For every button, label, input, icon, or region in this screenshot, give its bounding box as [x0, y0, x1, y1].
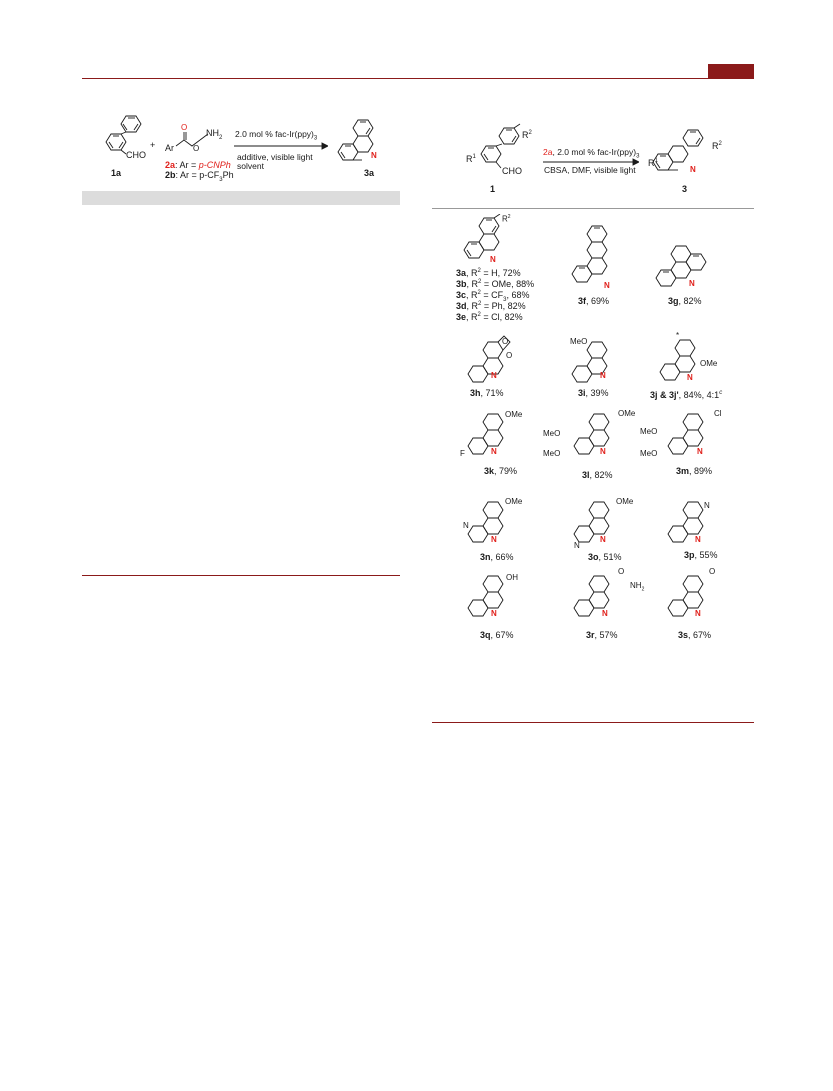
scheme1-cond-top: 2.0 mol % fac-$Ir(ppy)_3$: [235, 129, 318, 142]
structure-3p-n1: N: [704, 501, 710, 510]
scheme1-product-3a: [332, 116, 402, 168]
scheme1-ar: Ar: [165, 143, 174, 153]
label-3f: 3f, 69%: [578, 296, 610, 306]
label-3r: 3r, 57%: [586, 630, 618, 640]
label-3c: 3c, $R^2 = CF_3$, 68%: [456, 290, 530, 303]
scheme1-plus: +: [150, 140, 156, 150]
structure-3a-r2: $R^2$: [502, 214, 511, 224]
structure-3a: [458, 214, 538, 266]
structure-3h-n: N: [491, 371, 497, 380]
scheme2-product-3: [648, 124, 728, 186]
structure-3h-o2: O: [506, 351, 513, 360]
structure-3o-n1: N: [574, 541, 580, 550]
scheme2-r1: $R^1$: [466, 154, 476, 164]
structure-3k-n: N: [491, 447, 497, 456]
scheme2-product-n: N: [690, 165, 696, 174]
scheme2-product-label: 3: [682, 184, 688, 194]
scheme2-r2: $R^2$: [522, 130, 532, 140]
structure-3l-meo2: MeO: [543, 449, 561, 458]
structure-3m-meo1: MeO: [640, 427, 658, 436]
scheme2-product-r2: $R^2$: [712, 141, 722, 151]
left-bottom-rule: [82, 575, 400, 576]
scheme2-product-r1: $R^1$: [648, 158, 658, 168]
label-3s: 3s, 67%: [678, 630, 712, 640]
scheme2-cond-top: 2a, 2.0 mol % fac-$Ir(ppy)_3$: [543, 147, 640, 160]
structure-3l-meo1: MeO: [543, 429, 561, 438]
header-rule: [82, 78, 754, 79]
scheme1-reactant-1a: [88, 112, 158, 174]
structure-3s-n: N: [695, 609, 701, 618]
scheme1-o-link: O: [193, 144, 200, 153]
structure-3l-ome: OMe: [618, 409, 636, 418]
structure-3a-n: N: [490, 255, 496, 264]
structure-3i-n: N: [600, 371, 606, 380]
label-3j: 3j & 3j', 84%, 4:1$^c$: [650, 390, 723, 400]
structure-3i-meo: MeO: [570, 337, 588, 346]
structure-3g-n: N: [689, 279, 695, 288]
scheme1-1a-cho: CHO: [126, 150, 146, 160]
label-3g: 3g, 82%: [668, 296, 702, 306]
scheme2-divider: [432, 208, 754, 209]
structure-3f-n: N: [604, 281, 610, 290]
structure-3h-o1: O: [502, 337, 509, 346]
structure-3n-ome: OMe: [505, 497, 523, 506]
right-bottom-rule: [432, 722, 754, 723]
page-tab: [708, 64, 754, 78]
scheme1-cond-b2: solvent: [237, 161, 264, 171]
structure-3q-oh: OH: [506, 573, 518, 582]
structure-3q-n: N: [491, 609, 497, 618]
structure-3s: [654, 570, 734, 622]
structure-3j-n: N: [687, 373, 693, 382]
label-3p: 3p, 55%: [684, 550, 718, 560]
structure-3p: [654, 496, 734, 548]
structure-3r-n: N: [602, 609, 608, 618]
label-3a: 3a, $R^2 = H$, 72%: [456, 268, 521, 278]
scheme2-cond-bottom: CBSA, DMF, visible light: [544, 165, 636, 175]
label-3h: 3h, 71%: [470, 388, 504, 398]
scheme1-o-top: O: [181, 123, 188, 132]
structure-3r: [560, 570, 640, 622]
label-3l: 3l, 82%: [582, 470, 613, 480]
label-3e: 3e, $R^2 = Cl$, 82%: [456, 312, 523, 322]
label-3o: 3o, 51%: [588, 552, 622, 562]
structure-3o-ome: OMe: [616, 497, 634, 506]
structure-3r-nh2: $NH_2$: [630, 581, 645, 593]
scheme1-2a: 2a: Ar = p-CNPh: [165, 160, 231, 170]
scheme1-product-n: N: [371, 151, 377, 160]
structure-3l-n: N: [600, 447, 606, 456]
scheme1-arrow: [234, 142, 328, 150]
structure-3j-ome: OMe: [700, 359, 718, 368]
label-3m: 3m, 89%: [676, 466, 713, 476]
label-3i: 3i, 39%: [578, 388, 609, 398]
scheme1-2b: 2b: $Ar = p-CF_3Ph$: [165, 170, 234, 183]
structure-3m-meo2: MeO: [640, 449, 658, 458]
scheme1-cond-b1: additive, visible light: [237, 152, 313, 162]
label-3b: 3b, $R^2$ = OMe, 88%: [456, 279, 535, 289]
structure-3n-n: N: [491, 535, 497, 544]
structure-3m: [654, 408, 734, 460]
label-3n: 3n, 66%: [480, 552, 514, 562]
label-3q: 3q, 67%: [480, 630, 514, 640]
structure-3m-n: N: [697, 447, 703, 456]
scheme1-1a-label: 1a: [111, 168, 122, 178]
scheme2-cho: CHO: [502, 166, 522, 176]
label-3d: 3d, $R^2 = Ph$, 82%: [456, 301, 526, 311]
table-header-bar: [82, 191, 400, 205]
structure-3k-ome: OMe: [505, 410, 523, 419]
structure-3s-o: O: [709, 567, 716, 576]
scheme1-product-label: 3a: [364, 168, 375, 178]
structure-3p-n: N: [695, 535, 701, 544]
structure-3j-star: *: [676, 331, 680, 340]
structure-3o-n: N: [600, 535, 606, 544]
scheme2-reactant-label: 1: [490, 184, 496, 194]
structure-3k-f: F: [460, 449, 465, 458]
structure-3m-cl: Cl: [714, 409, 722, 418]
structure-3r-o: O: [618, 567, 625, 576]
scheme1-nh2: $NH_2$: [206, 128, 223, 141]
structure-3f: [558, 222, 628, 292]
structure-3n-n1: N: [463, 521, 469, 530]
label-3k: 3k, 79%: [484, 466, 518, 476]
